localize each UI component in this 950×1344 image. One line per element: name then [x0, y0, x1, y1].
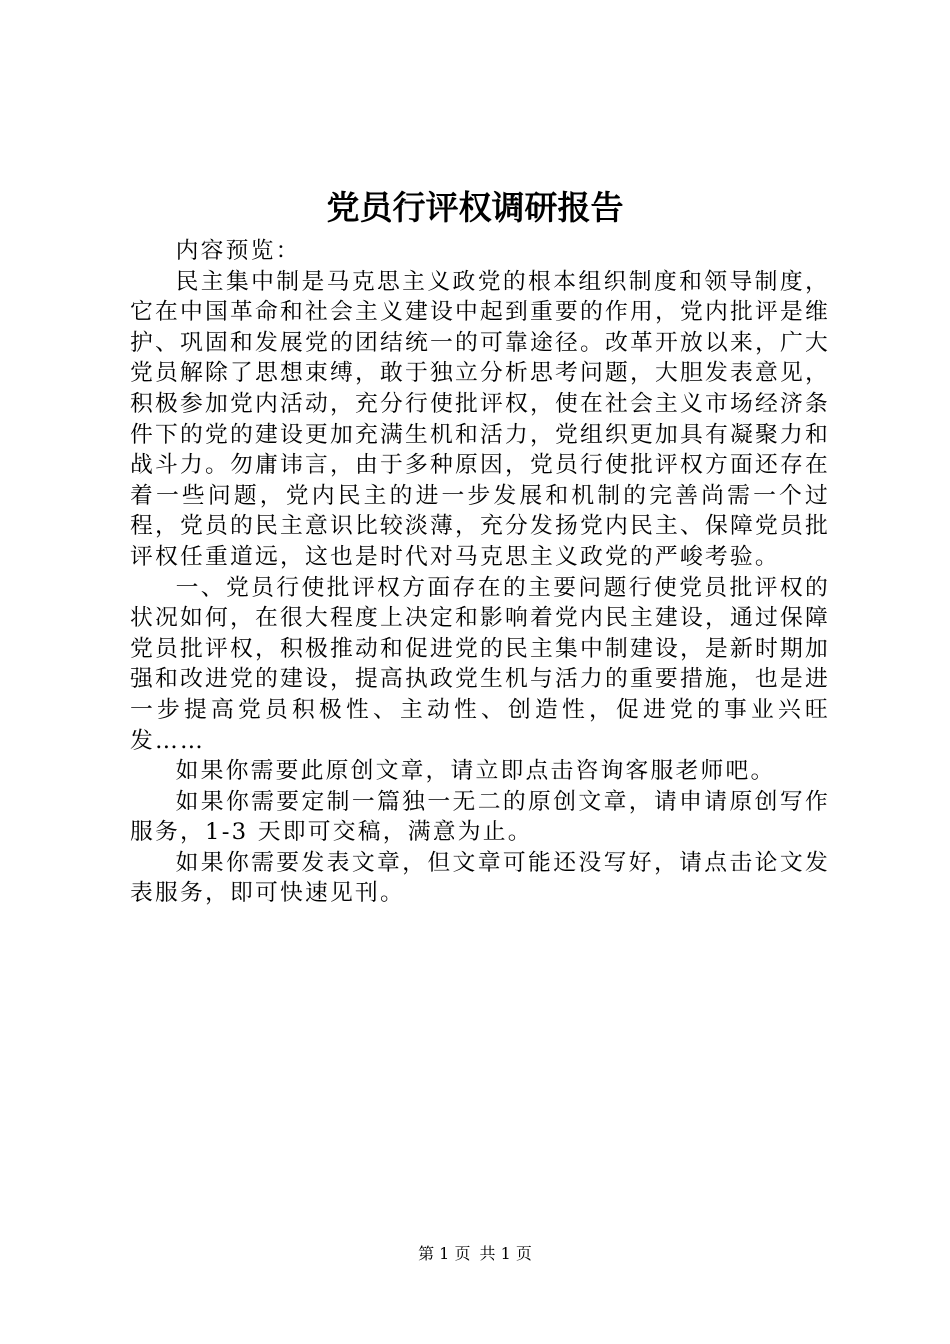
paragraph-consult-service[interactable]: 如果你需要此原创文章，请立即点击咨询客服老师吧。 — [175, 758, 776, 785]
page-footer — [0, 1243, 950, 1265]
paragraph-section-one: 一、党员行使批评权方面存在的主要问题行使党员批评权的状况如何，在很大程度上决定和影响着党内民主建设，通过保障党员批评权，积极推动和促进党的民主集中制建设，是新时期加强和改进党的建设，提高执政党生机与活力的重要措施，也是进一步提高党员积极性、主动性、创造性，促进党的事业兴旺发…… — [130, 574, 830, 754]
page-number: 第 1 页 — [418, 1244, 471, 1263]
document-title: 党员行评权调研报告 — [326, 188, 624, 227]
paragraph-publish-service[interactable]: 如果你需要发表文章，但文章可能还没写好，请点击论文发表服务，即可快速见刊。 — [130, 849, 830, 907]
page-total: 共 1 页 — [479, 1244, 532, 1263]
document-body — [130, 236, 830, 909]
paragraph-intro: 民主集中制是马克思主义政党的根本组织制度和领导制度，它在中国革命和社会主义建设中起到重要的作用，党内批评是维护、巩固和发展党的团结统一的可靠途径。改革开放以来，广大党员解除了思想束缚，敢于独立分析思考问题，大胆发表意见，积极参加党内活动，充分行使批评权，使在社会主义市场经济条件下的党的建设更加充满生机和活力，党组织更加具有凝聚力和战斗力。勿庸讳言，由于多种原因，党员行使批评权方面还存在着一些问题，党内民主的进一步发展和机制的完善尚需一个过程，党员的民主意识比较淡薄，充分发扬党内民主、保障党员批评权任重道远，这也是时代对马克思主义政党的严峻考验。 — [130, 268, 830, 570]
paragraph-custom-writing[interactable]: 如果你需要定制一篇独一无二的原创文章，请申请原创写作服务，1-3 天即可交稿，满意为止。 — [130, 788, 830, 846]
preview-label: 内容预览： — [175, 238, 301, 264]
